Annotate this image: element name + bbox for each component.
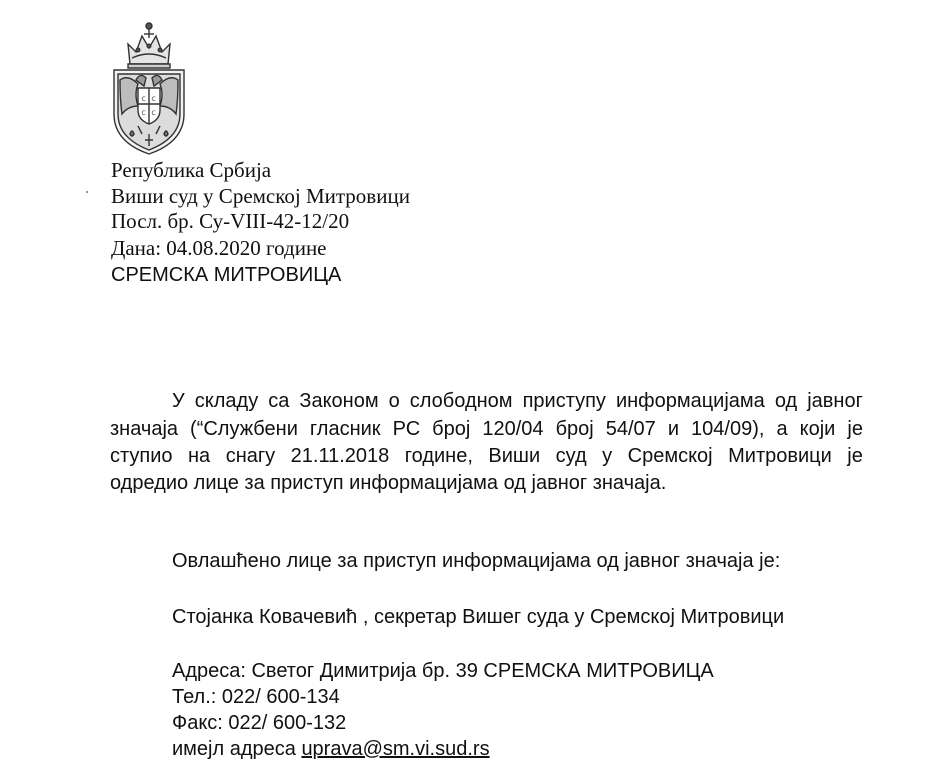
paragraph-word: у <box>602 445 613 467</box>
authorized-intro: Овлашћено лице за приступ информацијама од јавног значаја је: <box>172 550 781 572</box>
paragraph-word: складу <box>194 390 259 412</box>
paragraph-word: Законом <box>299 390 379 412</box>
contact-address: Адреса: Светог Димитрија бр. 39 СРЕМСКА МИТРОВИЦА <box>172 660 714 682</box>
paragraph-word: РС <box>392 418 421 440</box>
paragraph-word: 21.11.2018 <box>290 445 390 467</box>
paragraph-word: године, <box>404 445 473 467</box>
paragraph-word: о <box>388 390 400 412</box>
paragraph-word: значаја <box>110 418 179 440</box>
svg-text:С: С <box>151 96 156 103</box>
header-date: Дана: 04.08.2020 године <box>111 236 327 260</box>
contact-fax: Факс: 022/ 600-132 <box>172 712 347 734</box>
paragraph-word: јавног <box>807 390 863 412</box>
svg-text:С: С <box>141 96 146 103</box>
paragraph-word: слободном <box>409 390 513 412</box>
paragraph-word: који <box>799 418 836 440</box>
contact-email-link[interactable]: uprava@sm.vi.sud.rs <box>301 738 490 760</box>
paragraph-word: Виши <box>488 445 541 467</box>
paragraph-word: У <box>172 390 185 412</box>
paragraph-line-2 <box>110 416 863 442</box>
paragraph-word: 54/07 <box>605 418 656 440</box>
authorized-person: Стојанка Ковачевић , секретар Вишег суда у Сремској Митровици <box>172 606 785 628</box>
contact-email-label: имејл адреса <box>172 738 302 760</box>
header-city: СРЕМСКА МИТРОВИЦА <box>111 264 342 286</box>
paragraph-word: Митровици <box>728 445 832 467</box>
header-country: Република Србија <box>111 158 272 182</box>
paragraph-word: је <box>847 445 863 467</box>
contact-email-row <box>172 736 490 762</box>
paragraph-line-3 <box>110 443 863 469</box>
scan-speck <box>86 191 88 193</box>
paragraph-word: 120/04 <box>482 418 544 440</box>
paragraph-word: информацијама <box>615 390 765 412</box>
svg-text:С: С <box>151 110 156 117</box>
svg-text:С: С <box>141 110 146 117</box>
header-court: Виши суд у Сремској Митровици <box>111 184 410 208</box>
paragraph-word: број <box>432 418 471 440</box>
contact-phone: Тел.: 022/ 600-134 <box>172 686 340 708</box>
paragraph-word: приступу <box>522 390 606 412</box>
paragraph-word: Сремској <box>627 445 713 467</box>
paragraph-line-1 <box>172 388 863 414</box>
paragraph-word: гласник <box>309 418 381 440</box>
coat-of-arms-icon <box>108 14 190 156</box>
paragraph-word: (“Службени <box>190 418 298 440</box>
paragraph-word: од <box>774 390 798 412</box>
paragraph-word: и <box>667 418 680 440</box>
paragraph-word: на <box>188 445 211 467</box>
paragraph-word: а <box>776 418 788 440</box>
header-case-number: Посл. бр. Су-VIII-42-12/20 <box>111 209 350 233</box>
paragraph-word: суд <box>555 445 587 467</box>
paragraph-word: са <box>268 390 290 412</box>
paragraph-word: ступио <box>110 445 173 467</box>
paragraph-word: снагу <box>225 445 276 467</box>
paragraph-word: број <box>555 418 594 440</box>
paragraph-word: 104/09), <box>691 418 765 440</box>
paragraph-line-4: одредио лице за приступ информацијама од јавног значаја. <box>110 472 667 494</box>
paragraph-word: је <box>847 418 863 440</box>
